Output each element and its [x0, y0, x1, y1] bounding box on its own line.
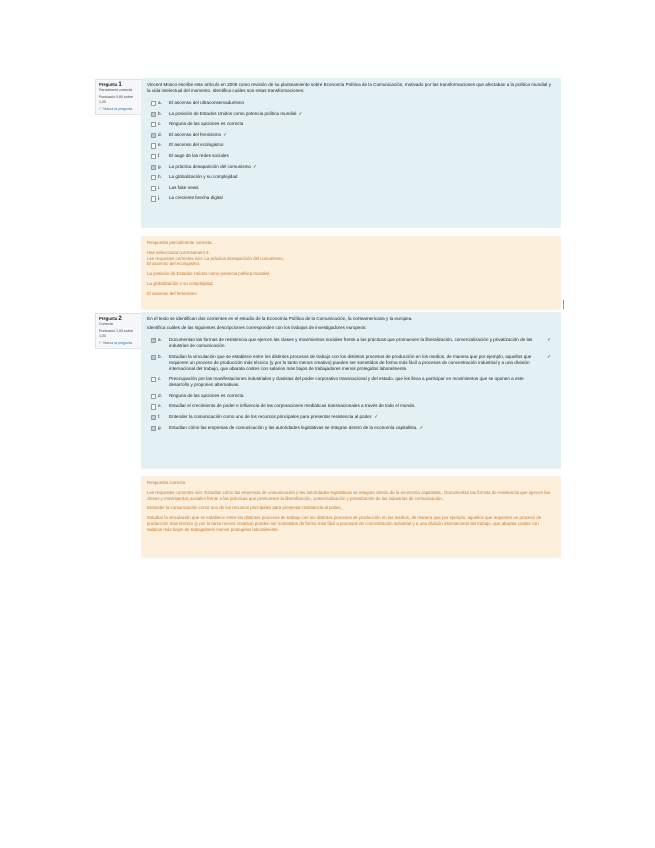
- answer-option-1-1[interactable]: [147, 100, 555, 106]
- feedback-line: Entender la comunicación como uno de los recursos principales para presentar resistencia al poder.,: [147, 505, 343, 511]
- option-text: Estudiar el crecimiento de poder e influencia de las corporaciones mediáticas transnacionales a través de todo el mundo.: [169, 403, 416, 409]
- feedback-box-1: [141, 236, 561, 310]
- answer-option-1-5[interactable]: [147, 142, 555, 148]
- correct-check-icon: ✓: [374, 413, 379, 419]
- option-text: La posición de Estados Unidos como potencia política mundial: [169, 110, 297, 116]
- correct-check-icon: ✓: [419, 424, 424, 430]
- feedback-status-1: Respuesta parcialmente correcta.: [147, 240, 213, 245]
- option-text: Documentan las formas de resistencia que ejercen las clases y movimientos sociales frente a las prácticas que promueven la liberalización, comercialización y privatización de las industrias de comunicación.: [169, 337, 533, 348]
- option-letter: g.: [158, 163, 162, 169]
- option-text: El ascenso del feminismo: [169, 131, 222, 137]
- answer-checkbox[interactable]: [151, 426, 156, 431]
- answer-checkbox[interactable]: [151, 394, 156, 399]
- option-letter: c.: [158, 376, 162, 382]
- correct-check-icon: ✓: [547, 353, 551, 359]
- question-grade-1: Puntuació 0,60 sobre 1,00: [99, 95, 133, 104]
- correct-check-icon: ✓: [547, 337, 551, 342]
- option-text: La globalización y su complejidad: [169, 174, 238, 180]
- question-status-1: Parcialment correcta: [99, 88, 132, 92]
- answer-checkbox[interactable]: [151, 112, 156, 117]
- answer-checkbox[interactable]: [151, 415, 156, 420]
- option-text: El auge de las redes sociales: [169, 152, 229, 158]
- answer-checkbox[interactable]: [151, 175, 156, 180]
- option-letter: j.: [158, 195, 161, 201]
- correct-check-icon: ✓: [298, 110, 303, 116]
- option-letter: a.: [158, 100, 162, 105]
- flag-icon: ⚐: [99, 341, 103, 345]
- answer-option-1-8[interactable]: [147, 174, 555, 180]
- answer-option-2-4[interactable]: [147, 393, 555, 399]
- option-text: Estudian la vinculación que se establece entre los distintos procesos de trabajo con los distintos procesos de producción en los medios, de manera que por ejemplo, aquellos que requieren un proceso de producción más técnico (y por lo tanto menos creativo) pueden ser sometidos de forma más fácil a procesos de concentración industrial y a una división internacional del trabajo, que abarata costes con salarios más bajos de trabajadores menos protegidos laboralmente.: [169, 353, 532, 371]
- answer-option-1-3[interactable]: [147, 121, 555, 127]
- feedback-line: Les respostes correctes són: Estudian cómo las empresas de comunicación y las autoridades legislativas se integran dentro de la economía capitalista., Documentan las formas de resistencia que ejercen las clases y movimientos sociales frente a las prácticas que promueven la liberalización, comercialización y privatización de las industrias de comunicación.,: [147, 489, 550, 501]
- answer-checkbox[interactable]: [151, 165, 156, 170]
- option-text: Ninguna de las opciones es correcta: [169, 121, 244, 127]
- option-text: Ninguna de las opciones es correcta.: [169, 392, 245, 398]
- option-letter: c.: [158, 121, 162, 127]
- question-text-2: En el texto se identifican dos corrientes en el estudio de la Economía Política de la Comunicación, la norteamericana y la europea.: [147, 316, 413, 321]
- answer-option-2-3[interactable]: [147, 376, 555, 388]
- option-letter: i.: [158, 184, 161, 190]
- option-letter: e.: [158, 142, 162, 148]
- question-info-1: [95, 79, 143, 115]
- answer-checkbox[interactable]: [151, 196, 156, 201]
- feedback-line: La globalización y su complejidad,: [147, 280, 214, 286]
- answer-option-1-6[interactable]: [147, 153, 555, 159]
- answer-checkbox[interactable]: [151, 154, 156, 159]
- answer-option-2-6[interactable]: [147, 414, 555, 420]
- feedback-line: La posición de Estados Unidos como potencia política mundial,: [147, 271, 271, 277]
- answer-option-1-4[interactable]: [147, 132, 555, 138]
- question-status-2: Correcta: [99, 322, 113, 326]
- question-instruction-2: Identifica cuáles de las siguientes descripciones corresponden con los trabajos de investigadores europeos:: [147, 325, 367, 330]
- answer-checkbox[interactable]: [151, 101, 156, 106]
- correct-check-icon: ✓: [223, 131, 227, 137]
- option-letter: f.: [158, 413, 161, 419]
- answer-option-2-2[interactable]: [147, 354, 555, 372]
- answer-options-1: [147, 100, 555, 201]
- answer-option-1-10[interactable]: [147, 195, 555, 201]
- feedback-line: Has seleccionat correctament 3.: [147, 249, 210, 255]
- feedback-line: El ascenso del feminismo: [147, 290, 197, 296]
- answer-option-2-1[interactable]: [147, 337, 555, 349]
- question-text-1: Vincent Mosco escribe este artículo en 2006 como revisión de su planteamiento sobre Economía Política de la Comunicación, motivado por las transformaciones que afectaban a la política mundial y la vida intelectual del momento. Identifica cuáles son estas transformaciones:: [147, 82, 551, 93]
- option-letter: d.: [158, 131, 162, 137]
- answer-option-2-7[interactable]: [147, 425, 555, 431]
- feedback-line: El ascenso del ecologismo,: [147, 261, 201, 267]
- feedback-status-2: Respuesta correcta: [147, 480, 186, 485]
- answer-option-1-2[interactable]: [147, 111, 555, 117]
- option-text: La creciente brecha digital: [169, 195, 223, 201]
- option-text: Estudian cómo las empresas de comunicación y las autoridades legislativas se integran dentro de la economía capitalista.: [169, 424, 418, 430]
- answer-option-1-7[interactable]: [147, 164, 555, 170]
- answer-option-2-5[interactable]: [147, 403, 555, 409]
- question-info-2: [95, 313, 143, 349]
- option-text: Entender la comunicación como uno de los recursos principales para presentar resistencia al poder.: [169, 413, 373, 419]
- question-box-1: [141, 78, 561, 228]
- flag-question-link-2[interactable]: ⚐ Marca la pregunta: [99, 341, 133, 345]
- option-letter: e.: [158, 403, 162, 409]
- correct-check-icon: ✓: [252, 163, 257, 169]
- option-text: El ascenso del ecologismo: [169, 142, 224, 148]
- answer-checkbox[interactable]: [151, 404, 156, 409]
- flag-icon: ⚐: [99, 107, 103, 111]
- question-number-1: Pregunta 1: [99, 82, 122, 88]
- option-letter: d.: [158, 392, 162, 398]
- option-text: Preocupación por las manifestaciones industriales y clasistas del poder corporativo transnacional y del estado, que les lleva a participar en movimientos que se oponen a este desarrollo y proponen alternativas.: [169, 376, 524, 388]
- answer-checkbox[interactable]: [151, 186, 156, 191]
- feedback-line: Les respostes correctes són: La práctica desaparición del comunismo,: [147, 255, 284, 261]
- answer-option-1-9[interactable]: [147, 185, 555, 191]
- question-box-2: [141, 312, 561, 469]
- question-grade-2: Puntuació 1,00 sobre 1,00: [99, 329, 133, 338]
- answer-checkbox[interactable]: [151, 338, 156, 343]
- option-letter: f.: [158, 152, 161, 158]
- feedback-line: Estudiar la vinculación que se establece entre los distintos procesos de trabajo con los distintos procesos de producción en los medios, de manera que por ejemplo, aquellos que requieren un proceso de producción más técnico (y por lo tanto menos creativo) pueden ser sometidos de forma más fácil a procesos de concentración industrial y a una división internacional del trabajo, que abarata costes con salarios más bajos de trabajadores menos protegidos laboralmente.: [147, 515, 542, 532]
- option-letter: a.: [158, 337, 162, 342]
- answer-checkbox[interactable]: [151, 133, 156, 138]
- option-letter: b.: [158, 353, 162, 359]
- answer-options-2: [147, 337, 555, 431]
- option-text: El ascenso del ultraconservadurismo: [169, 100, 245, 105]
- question-number-2: Pregunta 2: [99, 316, 122, 322]
- answer-checkbox[interactable]: [151, 143, 156, 148]
- feedback-box-2: [141, 476, 561, 558]
- option-letter: h.: [158, 174, 162, 180]
- answer-checkbox[interactable]: [151, 377, 156, 382]
- flag-question-link-1[interactable]: ⚐ Marca la pregunta: [99, 107, 133, 111]
- option-text: Las fake news: [169, 184, 199, 190]
- option-text: La práctica desaparición del comunismo: [169, 163, 251, 169]
- answer-checkbox[interactable]: [151, 355, 156, 360]
- scrollbar-mark[interactable]: [563, 300, 564, 309]
- answer-checkbox[interactable]: [151, 122, 156, 127]
- option-letter: g.: [158, 424, 162, 430]
- option-letter: b.: [158, 110, 162, 116]
